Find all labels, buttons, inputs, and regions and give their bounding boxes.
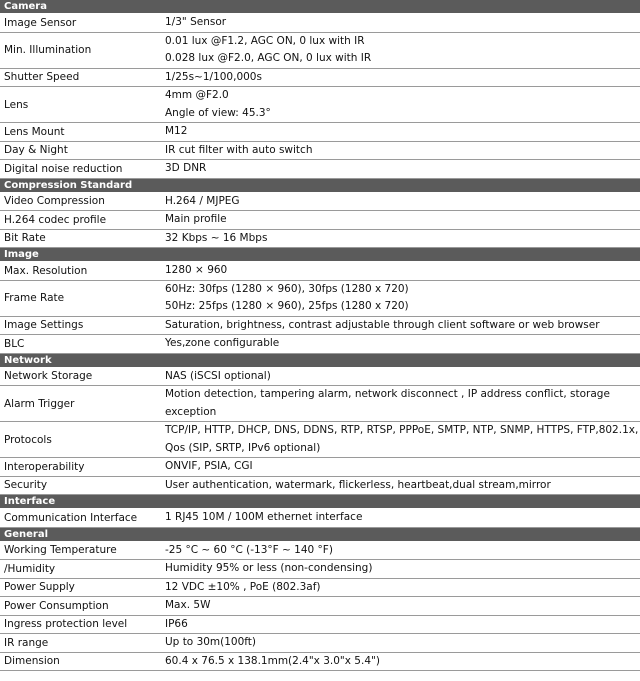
spec-label: Network Storage: [4, 370, 93, 383]
spec-value-line: 1/25s~1/100,000s: [165, 70, 262, 83]
spec-value: [165, 422, 640, 457]
spec-value-line: 4mm @F2.0: [165, 89, 229, 101]
spec-value: [165, 653, 640, 671]
spec-row: [0, 597, 640, 616]
spec-label: Power Supply: [4, 581, 75, 594]
spec-row: [0, 123, 640, 142]
spec-label: Alarm Trigger: [4, 397, 75, 410]
section-header: Network: [0, 354, 640, 368]
spec-row: [0, 653, 640, 672]
section-image: [0, 248, 640, 354]
spec-value-line: 1/3" Sensor: [165, 16, 227, 28]
spec-row: [0, 230, 640, 249]
spec-row: [0, 142, 640, 161]
spec-value-line: 32 Kbps ~ 16 Mbps: [165, 231, 268, 244]
spec-row: [0, 160, 640, 179]
spec-value: [165, 262, 640, 280]
spec-label: H.264 codec profile: [4, 213, 107, 226]
spec-value: [165, 69, 640, 87]
spec-label: IR range: [4, 636, 49, 649]
spec-value: [165, 87, 640, 122]
spec-row: [0, 262, 640, 281]
spec-row: [0, 317, 640, 336]
spec-row: [0, 509, 640, 528]
spec-row: [0, 281, 640, 317]
spec-row: [0, 33, 640, 69]
spec-value-line: Max. 5W: [165, 599, 211, 611]
spec-row: [0, 193, 640, 212]
spec-label: Lens Mount: [4, 125, 65, 138]
spec-value-line: NAS (iSCSI optional): [165, 369, 271, 382]
spec-value: [165, 368, 640, 386]
section-interface: [0, 495, 640, 528]
spec-label: Security: [4, 479, 48, 492]
spec-value: [165, 386, 640, 421]
section-header: Interface: [0, 495, 640, 509]
spec-value-line: Qos (SIP, SRTP, IPv6 optional): [165, 441, 321, 454]
spec-row: [0, 579, 640, 598]
spec-value: [165, 211, 640, 229]
spec-row: [0, 542, 640, 561]
spec-value: [165, 458, 640, 476]
spec-row: [0, 422, 640, 458]
spec-label: Image Sensor: [4, 16, 77, 29]
spec-label: /Humidity: [4, 562, 56, 575]
section-header: Image: [0, 248, 640, 262]
spec-value: [165, 193, 640, 211]
spec-value: [165, 560, 640, 578]
spec-row: [0, 335, 640, 354]
spec-value-line: TCP/IP, HTTP, DHCP, DNS, DDNS, RTP, RTSP, PPPoE, SMTP, NTP, SNMP, HTTPS, FTP,802.1x,: [165, 424, 639, 436]
spec-value-line: exception: [165, 405, 217, 418]
section-compression-standard: [0, 179, 640, 249]
spec-label: Working Temperature: [4, 544, 117, 557]
spec-value-line: Angle of view: 45.3°: [165, 106, 271, 119]
spec-value-line: H.264 / MJPEG: [165, 194, 240, 207]
spec-label: Dimension: [4, 655, 60, 668]
spec-value-line: Saturation, brightness, contrast adjustable through client software or web browser: [165, 318, 600, 331]
spec-value: [165, 616, 640, 634]
spec-label: Ingress protection level: [4, 618, 128, 631]
spec-label: Day & Night: [4, 144, 68, 157]
spec-row: [0, 14, 640, 33]
spec-value-line: IP66: [165, 617, 188, 630]
section-header: Compression Standard: [0, 179, 640, 193]
spec-label: Video Compression: [4, 195, 105, 208]
section-general: [0, 528, 640, 672]
spec-value-line: 1280 × 960: [165, 264, 228, 276]
spec-row: [0, 477, 640, 496]
spec-value-line: 0.028 lux @F2.0, AGC ON, 0 lux with IR: [165, 52, 372, 64]
section-header: Camera: [0, 0, 640, 14]
spec-label: Lens: [4, 98, 29, 111]
spec-row: [0, 616, 640, 635]
spec-value: [165, 281, 640, 316]
spec-value-line: Main profile: [165, 213, 227, 225]
spec-value-line: Motion detection, tampering alarm, network disconnect , IP address conflict, storage: [165, 388, 610, 400]
spec-value: [165, 123, 640, 141]
spec-value: [165, 509, 640, 527]
spec-label: Max. Resolution: [4, 264, 88, 277]
spec-row: [0, 634, 640, 653]
spec-value: [165, 317, 640, 335]
spec-label: Shutter Speed: [4, 71, 80, 84]
spec-label: Digital noise reduction: [4, 162, 123, 175]
section-network: [0, 354, 640, 496]
spec-value-line: Yes,zone configurable: [165, 337, 280, 349]
spec-value: [165, 542, 640, 560]
spec-value-line: 3D DNR: [165, 162, 207, 174]
spec-value-line: 60.4 x 76.5 x 138.1mm(2.4"x 3.0"x 5.4"): [165, 654, 380, 667]
section-camera: [0, 0, 640, 179]
spec-label: Frame Rate: [4, 292, 65, 304]
spec-value: [165, 14, 640, 32]
spec-value-line: Up to 30m(100ft): [165, 636, 257, 648]
spec-value-line: 60Hz: 30fps (1280 × 960), 30fps (1280 x 720): [165, 282, 409, 295]
spec-label: Bit Rate: [4, 232, 46, 245]
spec-label: Protocols: [4, 433, 52, 446]
spec-value-line: 0.01 lux @F1.2, AGC ON, 0 lux with IR: [165, 34, 365, 47]
spec-label: Min. Illumination: [4, 44, 92, 56]
spec-value: [165, 230, 640, 248]
spec-value-line: M12: [165, 125, 188, 137]
spec-row: [0, 458, 640, 477]
spec-value-line: IR cut filter with auto switch: [165, 143, 313, 156]
spec-label: Image Settings: [4, 319, 84, 332]
spec-row: [0, 69, 640, 88]
spec-value-line: User authentication, watermark, flickerless, heartbeat,dual stream,mirror: [165, 478, 551, 491]
spec-value: [165, 335, 640, 353]
spec-value: [165, 142, 640, 160]
spec-value: [165, 579, 640, 597]
spec-value-line: 12 VDC ±10% , PoE (802.3af): [165, 580, 321, 593]
spec-row: [0, 368, 640, 387]
spec-value: [165, 160, 640, 178]
spec-label: Interoperability: [4, 460, 85, 473]
spec-row: [0, 560, 640, 579]
spec-row: [0, 211, 640, 230]
spec-value: [165, 477, 640, 495]
spec-row: [0, 87, 640, 123]
spec-value-line: Humidity 95% or less (non-condensing): [165, 562, 373, 574]
spec-value-line: -25 °C ~ 60 °C (-13°F ~ 140 °F): [165, 543, 333, 556]
spec-label: BLC: [4, 337, 25, 350]
spec-label: Power Consumption: [4, 599, 109, 612]
spec-value: [165, 33, 640, 68]
spec-value-line: ONVIF, PSIA, CGI: [165, 460, 253, 472]
spec-value-line: 50Hz: 25fps (1280 × 960), 25fps (1280 x 720): [165, 300, 409, 312]
section-header: General: [0, 528, 640, 542]
spec-value: [165, 634, 640, 652]
spec-value-line: 1 RJ45 10M / 100M ethernet interface: [165, 511, 363, 523]
spec-label: Communication Interface: [4, 511, 138, 524]
spec-value: [165, 597, 640, 615]
spec-row: [0, 386, 640, 422]
